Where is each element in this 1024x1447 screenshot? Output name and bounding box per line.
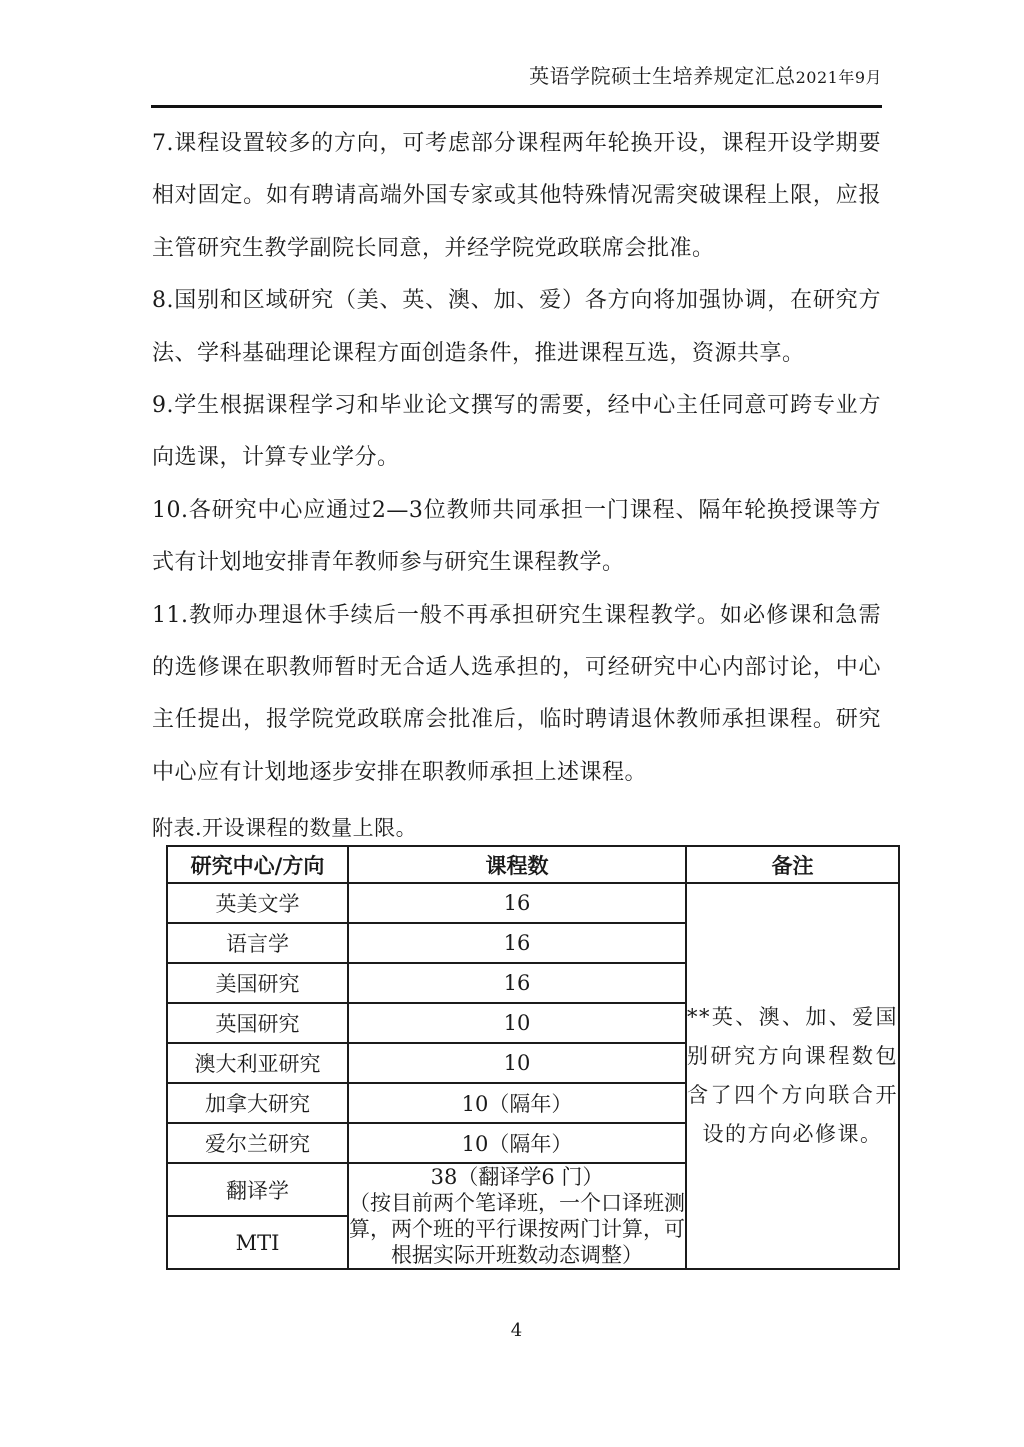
count-cell: 16: [348, 923, 686, 963]
page-header: [152, 60, 882, 89]
table-row: [167, 883, 899, 923]
remark-cell: [686, 883, 899, 1269]
paragraph-8: 8.国别和区域研究（美、英、澳、加、爱）各方向将加强协调，在研究方法、学科基础理论课程方面创造条件，推进课程互选，资源共享。: [152, 288, 881, 366]
center-cell: 加拿大研究: [167, 1083, 348, 1123]
center-cell: 爱尔兰研究: [167, 1123, 348, 1163]
paragraph-7: 7.课程设置较多的方向，可考虑部分课程两年轮换开设，课程开设学期要相对固定。如有聘请高端外国专家或其他特殊情况需突破课程上限，应报主管研究生教学副院长同意，并经学院党政联席会批准。: [152, 131, 881, 261]
count-cell: 10（隔年）: [348, 1123, 686, 1163]
table-header-row: [167, 846, 899, 883]
table-caption: 附表.开设课程的数量上限。: [152, 816, 418, 840]
paragraph-9: 9.学生根据课程学习和毕业论文撰写的需要，经中心主任同意可跨专业方向选课，计算专业学分。: [152, 393, 881, 471]
col-header-center: 研究中心/方向: [167, 846, 348, 883]
col-header-remark: 备注: [686, 846, 899, 883]
count-cell: 10: [348, 1003, 686, 1043]
count-cell: 16: [348, 883, 686, 923]
header-rule: [151, 105, 882, 108]
document-body: [152, 118, 881, 799]
count-cell: 16: [348, 963, 686, 1003]
count-cell: 10: [348, 1043, 686, 1083]
page-number: 4: [510, 1320, 523, 1341]
center-cell: 美国研究: [167, 963, 348, 1003]
center-cell: 英美文学: [167, 883, 348, 923]
merged-count-note: （按目前两个笔译班，一个口译班测算，两个班的平行课按两门计算，可根据实际开班数动态调整）: [349, 1191, 685, 1267]
center-cell: 英国研究: [167, 1003, 348, 1043]
merged-count-line1: 38（翻译学6 门）: [430, 1165, 604, 1189]
center-cell: 翻译学: [167, 1163, 348, 1216]
course-limit-table: [166, 845, 900, 1270]
header-title: 英语学院硕士生培养规定汇总: [529, 64, 796, 88]
paragraph-10: 10.各研究中心应通过2—3位教师共同承担一门课程、隔年轮换授课等方式有计划地安排青年教师参与研究生课程教学。: [152, 497, 881, 576]
paragraph-11: 11.教师办理退休手续后一般不再承担研究生课程教学。如必修课和急需的选修课在职教师暂时无合适人选承担的，可经研究中心内部讨论，中心主任提出，报学院党政联席会批准后，临时聘请退休教师承担课程。研究中心应有计划地逐步安排在职教师承担上述课程。: [152, 602, 881, 785]
center-cell: MTI: [167, 1216, 348, 1269]
remark-text: **英、澳、加、爱国别研究方向课程数包含了四个方向联合开设的方向必修课。: [687, 1005, 898, 1146]
col-header-count: 课程数: [348, 846, 686, 883]
center-cell: 语言学: [167, 923, 348, 963]
center-cell: 澳大利亚研究: [167, 1043, 348, 1083]
merged-count-cell: [348, 1163, 686, 1269]
count-cell: 10（隔年）: [348, 1083, 686, 1123]
header-date: 2021年9月: [795, 68, 882, 87]
